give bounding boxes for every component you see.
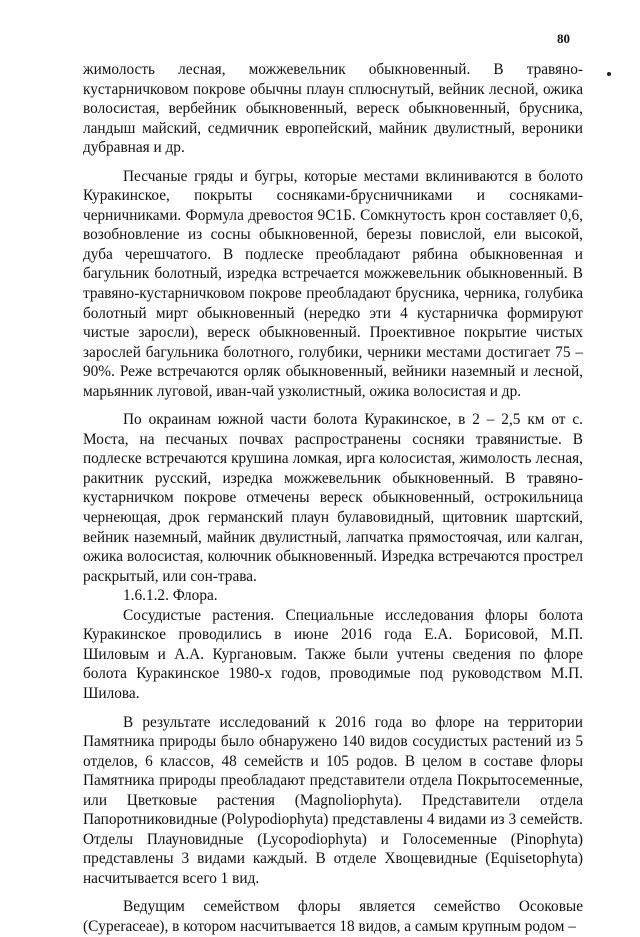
paragraph-research-results: В результате исследований к 2016 года во флоре на территории Памятника природы было обнаружено 140 видов сосудистых растений из 5 отделов, 6 классов, 48 семейств и 105 родов. В целом в составе флоры Памятника природы преобладают представители отдела Покрытосеменные, или Цветковые растения (Magnoliophyta). Представители отдела Папоротниковидные (Polypodiophyta) представлены 4 видами из 3 семейств. Отделы Плауновидные (Lycopodiophyta) и Голосеменные (Pinophyta) представлены 3 видами каждый. В отделе Хвощевидные (Equisetophyta) насчитывается всего 1 вид. [83,713,583,887]
section-heading-flora: 1.6.1.2. Флора. [123,587,218,605]
page-number: 80 [557,31,570,46]
margin-dot [607,72,611,76]
page-body [83,60,583,937]
paragraph-continuation: жимолость лесная, можжевельник обыкновенный. В травяно-кустарничковом покрове обычны плаун сплюснутый, вейник лесной, ожика волосистая, вербейник обыкновенный, вереск обыкновенный, брусника, ландыш майский, седмичник европейский, майник двулистный, вероники дубравная и др. [83,61,583,157]
paragraph-vascular-plants: Сосудистые растения. Специальные исследования флоры болота Куракинское проводились в июне 2016 года Е.А. Борисовой, М.П. Шиловым и А.А. Кургановым. Также были учтены сведения по флоре болота Куракинское 1980-х годов, проводимые под руководством М.П. Шилова. [83,606,583,702]
paragraph-sandy-ridges: Песчаные гряды и бугры, которые местами вклиниваются в болото Куракинское, покрыты сосняками-брусничниками и сосняками-черничниками. Формула древостоя 9С1Б. Сомкнутость крон составляет 0,6, возобновление из сосны обыкновенной, березы повислой, ели высокой, дуба черешчатого. В подлеске преобладают рябина обыкновенная и багульник болотный, изредка встречается можжевельник обыкновенный. В травяно-кустарничковом покрове преобладают брусника, черника, голубика болотный мирт обыкновенный (нередко эти 4 кустарничка формируют чистые заросли), вереск обыкновенный. Проективное покрытие чистых зарослей багульника болотного, голубики, черники местами достигает 75 – 90%. Реже встречаются орляк обыкновенный, вейники наземный и лесной, марьянник луговой, иван-чай узколистный, ожика волосистая и др. [83,167,583,400]
paragraph-leading-family: Ведущим семейством флоры является семейство Осоковые (Cyperaceae), в котором насчитывается 18 видов, а самым крупным родом – [83,898,583,935]
paragraph-southern-edges: По окраинам южной части болота Куракинское, в 2 – 2,5 км от с. Моста, на песчаных почвах распространены сосняки травянистые. В подлеске встречаются крушина ломкая, ирга колосистая, жимолость лесная, ракитник русский, изредка можжевельник обыкновенный. В травяно-кустарничком покрове отмечены вереск обыкновенный, острокильница чернеющая, дрок германский плаун булавовидный, щитовник шартский, вейник наземный, майник двулистный, лапчатка прямостоячая, или калган, ожика волосистая, колючник обыкновенный. Изредка встречаются прострел раскрытый, или сон-трава. [83,411,583,585]
